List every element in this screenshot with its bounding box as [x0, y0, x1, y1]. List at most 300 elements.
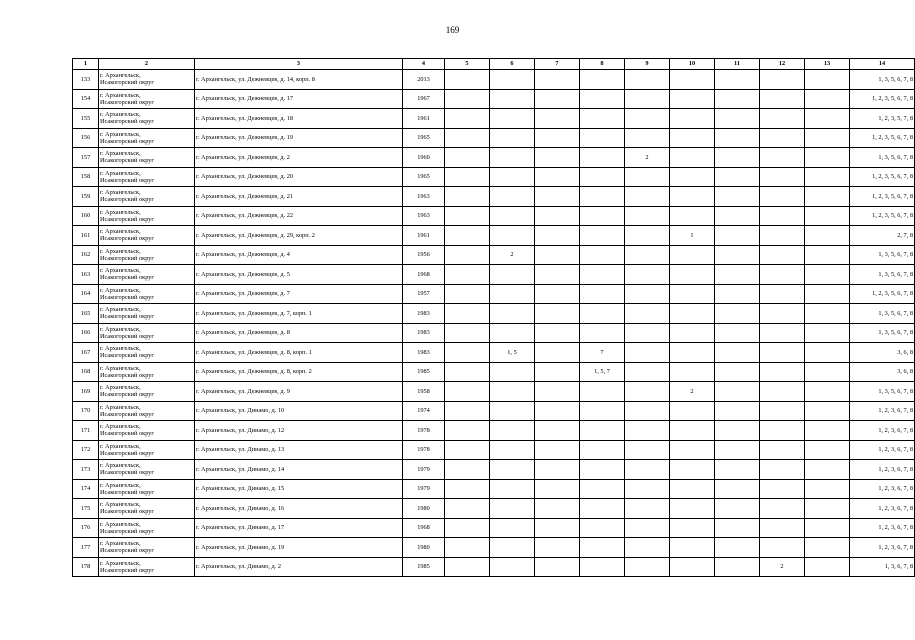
- address-cell: г. Архангельск, ул. Дежневцев, д. 8, корп. 1: [195, 343, 403, 363]
- district-line: г. Архангельск,: [100, 559, 141, 567]
- year-cell: 2013: [403, 70, 445, 90]
- column-6-cell: [490, 362, 535, 382]
- table-row: [73, 245, 915, 265]
- district-line: г. Архангельск,: [100, 267, 141, 275]
- row-number-cell: 156: [73, 128, 99, 148]
- column-5-cell: [445, 479, 490, 499]
- district-line: г. Архангельск,: [100, 130, 141, 138]
- column-14-cell: 1, 3, 5, 6, 7, 8: [850, 323, 915, 343]
- column-6-cell: [490, 148, 535, 168]
- year-cell: 1958: [403, 382, 445, 402]
- district-line: г. Архангельск,: [100, 111, 141, 119]
- column-5-cell: [445, 421, 490, 441]
- row-number-cell: 166: [73, 323, 99, 343]
- column-13-cell: [805, 382, 850, 402]
- column-header-11: 11: [715, 59, 760, 70]
- address-cell: г. Архангельск, ул. Дежневцев, д. 5: [195, 265, 403, 285]
- column-9-cell: [625, 70, 670, 90]
- column-14-cell: 1, 2, 3, 5, 6, 7, 8: [850, 206, 915, 226]
- column-9-cell: [625, 206, 670, 226]
- district-cell: [99, 206, 195, 226]
- district-cell: [99, 401, 195, 421]
- column-14-cell: 1, 2, 3, 6, 7, 8: [850, 479, 915, 499]
- column-10-cell: [670, 460, 715, 480]
- column-12-cell: [760, 323, 805, 343]
- column-14-cell: 2, 7, 8: [850, 226, 915, 246]
- row-number-cell: 164: [73, 284, 99, 304]
- column-9-cell: 2: [625, 148, 670, 168]
- column-9-cell: [625, 343, 670, 363]
- column-8-cell: [580, 245, 625, 265]
- year-cell: 1968: [403, 265, 445, 285]
- district-cell: [99, 70, 195, 90]
- column-12-cell: [760, 460, 805, 480]
- year-cell: 1978: [403, 421, 445, 441]
- district-line: Исакогорский округ: [100, 313, 154, 321]
- address-cell: г. Архангельск, ул. Дежневцев, д. 8, корп. 2: [195, 362, 403, 382]
- column-8-cell: [580, 226, 625, 246]
- column-5-cell: [445, 245, 490, 265]
- column-11-cell: [715, 343, 760, 363]
- year-cell: 1985: [403, 362, 445, 382]
- column-header-2: 2: [99, 59, 195, 70]
- year-cell: 1960: [403, 148, 445, 168]
- district-line: Исакогорский округ: [100, 157, 154, 165]
- column-10-cell: 1: [670, 226, 715, 246]
- column-10-cell: [670, 323, 715, 343]
- district-line: г. Архангельск,: [100, 208, 141, 216]
- row-number-cell: 177: [73, 538, 99, 558]
- address-cell: г. Архангельск, ул. Дежневцев, д. 20: [195, 167, 403, 187]
- table-row: [73, 89, 915, 109]
- column-5-cell: [445, 382, 490, 402]
- column-14-cell: 1, 3, 5, 6, 7, 8: [850, 265, 915, 285]
- district-line: г. Архангельск,: [100, 306, 141, 314]
- column-14-cell: 1, 2, 3, 6, 7, 8: [850, 538, 915, 558]
- column-14-cell: 1, 2, 3, 5, 7, 8: [850, 109, 915, 129]
- column-14-cell: 1, 2, 3, 5, 6, 7, 8: [850, 167, 915, 187]
- column-11-cell: [715, 557, 760, 577]
- column-5-cell: [445, 206, 490, 226]
- column-8-cell: 1, 5, 7: [580, 362, 625, 382]
- column-13-cell: [805, 518, 850, 538]
- column-9-cell: [625, 304, 670, 324]
- column-13-cell: [805, 284, 850, 304]
- column-7-cell: [535, 421, 580, 441]
- column-12-cell: [760, 518, 805, 538]
- column-5-cell: [445, 89, 490, 109]
- district-line: г. Архангельск,: [100, 247, 141, 255]
- address-cell: г. Архангельск, ул. Динамо, д. 19: [195, 538, 403, 558]
- row-number-cell: 174: [73, 479, 99, 499]
- column-5-cell: [445, 362, 490, 382]
- district-line: Исакогорский округ: [100, 508, 154, 516]
- column-7-cell: [535, 284, 580, 304]
- column-8-cell: [580, 265, 625, 285]
- year-cell: 1983: [403, 323, 445, 343]
- district-line: Исакогорский округ: [100, 371, 154, 379]
- address-cell: г. Архангельск, ул. Дежневцев, д. 17: [195, 89, 403, 109]
- column-6-cell: [490, 70, 535, 90]
- column-14-cell: 3, 6, 8: [850, 343, 915, 363]
- address-cell: г. Архангельск, ул. Дежневцев, д. 7: [195, 284, 403, 304]
- column-5-cell: [445, 518, 490, 538]
- column-11-cell: [715, 89, 760, 109]
- district-line: Исакогорский округ: [100, 469, 154, 477]
- district-cell: [99, 128, 195, 148]
- column-8-cell: [580, 401, 625, 421]
- column-9-cell: [625, 479, 670, 499]
- column-5-cell: [445, 538, 490, 558]
- column-14-cell: 1, 2, 3, 6, 7, 8: [850, 460, 915, 480]
- column-6-cell: [490, 421, 535, 441]
- row-number-cell: 172: [73, 440, 99, 460]
- column-10-cell: [670, 518, 715, 538]
- table-row: [73, 226, 915, 246]
- column-9-cell: [625, 284, 670, 304]
- year-cell: 1985: [403, 557, 445, 577]
- column-11-cell: [715, 421, 760, 441]
- district-cell: [99, 187, 195, 207]
- year-cell: 1980: [403, 538, 445, 558]
- column-5-cell: [445, 304, 490, 324]
- district-cell: [99, 557, 195, 577]
- column-11-cell: [715, 479, 760, 499]
- district-cell: [99, 167, 195, 187]
- district-cell: [99, 479, 195, 499]
- table-row: [73, 265, 915, 285]
- column-12-cell: [760, 89, 805, 109]
- column-header-10: 10: [670, 59, 715, 70]
- column-10-cell: [670, 109, 715, 129]
- column-7-cell: [535, 206, 580, 226]
- district-cell: [99, 382, 195, 402]
- district-line: Исакогорский округ: [100, 118, 154, 126]
- row-number-cell: 158: [73, 167, 99, 187]
- column-5-cell: [445, 323, 490, 343]
- column-12-cell: [760, 148, 805, 168]
- column-11-cell: [715, 362, 760, 382]
- column-6-cell: [490, 479, 535, 499]
- year-cell: 1983: [403, 304, 445, 324]
- row-number-cell: 159: [73, 187, 99, 207]
- column-13-cell: [805, 421, 850, 441]
- column-7-cell: [535, 128, 580, 148]
- district-line: Исакогорский округ: [100, 176, 154, 184]
- table-row: [73, 148, 915, 168]
- column-8-cell: [580, 304, 625, 324]
- row-number-cell: 133: [73, 70, 99, 90]
- address-cell: г. Архангельск, ул. Дежневцев, д. 8: [195, 323, 403, 343]
- column-9-cell: [625, 401, 670, 421]
- column-7-cell: [535, 109, 580, 129]
- address-cell: г. Архангельск, ул. Динамо, д. 10: [195, 401, 403, 421]
- column-12-cell: [760, 382, 805, 402]
- column-8-cell: [580, 167, 625, 187]
- column-12-cell: [760, 479, 805, 499]
- column-7-cell: [535, 70, 580, 90]
- column-7-cell: [535, 479, 580, 499]
- column-10-cell: [670, 557, 715, 577]
- column-13-cell: [805, 343, 850, 363]
- column-header-6: 6: [490, 59, 535, 70]
- column-13-cell: [805, 479, 850, 499]
- column-9-cell: [625, 440, 670, 460]
- column-9-cell: [625, 557, 670, 577]
- year-cell: 1968: [403, 518, 445, 538]
- column-13-cell: [805, 206, 850, 226]
- address-cell: г. Архангельск, ул. Динамо, д. 15: [195, 479, 403, 499]
- column-11-cell: [715, 382, 760, 402]
- column-11-cell: [715, 538, 760, 558]
- column-12-cell: [760, 109, 805, 129]
- column-11-cell: [715, 70, 760, 90]
- column-13-cell: [805, 362, 850, 382]
- row-number-cell: 154: [73, 89, 99, 109]
- district-cell: [99, 89, 195, 109]
- year-cell: 1963: [403, 206, 445, 226]
- row-number-cell: 168: [73, 362, 99, 382]
- column-5-cell: [445, 557, 490, 577]
- column-14-cell: 1, 2, 3, 6, 7, 8: [850, 401, 915, 421]
- district-line: г. Архангельск,: [100, 91, 141, 99]
- table-row: [73, 343, 915, 363]
- column-7-cell: [535, 167, 580, 187]
- district-cell: [99, 265, 195, 285]
- column-6-cell: [490, 557, 535, 577]
- column-13-cell: [805, 460, 850, 480]
- district-line: г. Архангельск,: [100, 286, 141, 294]
- address-cell: г. Архангельск, ул. Динамо, д. 2: [195, 557, 403, 577]
- address-cell: г. Архангельск, ул. Дежневцев, д. 14, корп. 8: [195, 70, 403, 90]
- column-13-cell: [805, 557, 850, 577]
- column-11-cell: [715, 167, 760, 187]
- column-6-cell: [490, 206, 535, 226]
- column-11-cell: [715, 109, 760, 129]
- row-number-cell: 163: [73, 265, 99, 285]
- column-7-cell: [535, 323, 580, 343]
- district-line: Исакогорский округ: [100, 449, 154, 457]
- column-13-cell: [805, 401, 850, 421]
- column-10-cell: [670, 362, 715, 382]
- district-cell: [99, 499, 195, 519]
- row-number-cell: 169: [73, 382, 99, 402]
- column-8-cell: [580, 421, 625, 441]
- column-13-cell: [805, 226, 850, 246]
- column-10-cell: [670, 304, 715, 324]
- district-line: г. Архангельск,: [100, 228, 141, 236]
- address-cell: г. Архангельск, ул. Динамо, д. 17: [195, 518, 403, 538]
- district-line: Исакогорский округ: [100, 215, 154, 223]
- column-6-cell: [490, 128, 535, 148]
- table-row: [73, 128, 915, 148]
- column-6-cell: [490, 460, 535, 480]
- column-5-cell: [445, 226, 490, 246]
- column-11-cell: [715, 265, 760, 285]
- table-row: [73, 518, 915, 538]
- column-7-cell: [535, 460, 580, 480]
- column-7-cell: [535, 401, 580, 421]
- column-7-cell: [535, 499, 580, 519]
- column-7-cell: [535, 148, 580, 168]
- page-number: 169: [445, 25, 460, 35]
- column-14-cell: 1, 3, 5, 6, 7, 8: [850, 148, 915, 168]
- column-14-cell: 1, 3, 5, 6, 7, 8: [850, 382, 915, 402]
- row-number-cell: 157: [73, 148, 99, 168]
- district-line: г. Архангельск,: [100, 189, 141, 197]
- column-14-cell: 1, 2, 3, 5, 6, 7, 8: [850, 128, 915, 148]
- address-cell: г. Архангельск, ул. Дежневцев, д. 22: [195, 206, 403, 226]
- column-11-cell: [715, 323, 760, 343]
- column-10-cell: 2: [670, 382, 715, 402]
- column-6-cell: [490, 499, 535, 519]
- district-line: г. Архангельск,: [100, 384, 141, 392]
- row-number-cell: 162: [73, 245, 99, 265]
- district-cell: [99, 362, 195, 382]
- column-6-cell: [490, 304, 535, 324]
- row-number-cell: 176: [73, 518, 99, 538]
- address-cell: г. Архангельск, ул. Дежневцев, д. 29, корп. 2: [195, 226, 403, 246]
- column-13-cell: [805, 538, 850, 558]
- column-12-cell: [760, 265, 805, 285]
- district-line: Исакогорский округ: [100, 293, 154, 301]
- column-7-cell: [535, 187, 580, 207]
- column-11-cell: [715, 440, 760, 460]
- column-header-13: 13: [805, 59, 850, 70]
- column-13-cell: [805, 167, 850, 187]
- column-13-cell: [805, 128, 850, 148]
- column-10-cell: [670, 187, 715, 207]
- column-10-cell: [670, 499, 715, 519]
- district-line: г. Архангельск,: [100, 364, 141, 372]
- column-12-cell: [760, 362, 805, 382]
- district-cell: [99, 421, 195, 441]
- column-14-cell: 3, 6, 8: [850, 362, 915, 382]
- column-6-cell: [490, 226, 535, 246]
- column-8-cell: [580, 518, 625, 538]
- column-8-cell: [580, 460, 625, 480]
- column-9-cell: [625, 245, 670, 265]
- address-cell: г. Архангельск, ул. Дежневцев, д. 2: [195, 148, 403, 168]
- column-8-cell: [580, 89, 625, 109]
- column-header-9: 9: [625, 59, 670, 70]
- column-10-cell: [670, 421, 715, 441]
- table-row: [73, 187, 915, 207]
- year-cell: 1961: [403, 109, 445, 129]
- column-12-cell: [760, 401, 805, 421]
- column-9-cell: [625, 518, 670, 538]
- table-row: [73, 167, 915, 187]
- district-line: Исакогорский округ: [100, 137, 154, 145]
- year-cell: 1967: [403, 89, 445, 109]
- district-line: г. Архангельск,: [100, 150, 141, 158]
- column-14-cell: 1, 2, 3, 5, 6, 7, 8: [850, 89, 915, 109]
- column-9-cell: [625, 167, 670, 187]
- address-cell: г. Архангельск, ул. Динамо, д. 16: [195, 499, 403, 519]
- column-13-cell: [805, 265, 850, 285]
- column-5-cell: [445, 265, 490, 285]
- year-cell: 1983: [403, 343, 445, 363]
- district-line: Исакогорский округ: [100, 391, 154, 399]
- year-cell: 1957: [403, 284, 445, 304]
- column-9-cell: [625, 226, 670, 246]
- column-5-cell: [445, 109, 490, 129]
- column-11-cell: [715, 284, 760, 304]
- column-5-cell: [445, 187, 490, 207]
- column-10-cell: [670, 538, 715, 558]
- district-cell: [99, 323, 195, 343]
- row-number-cell: 173: [73, 460, 99, 480]
- column-11-cell: [715, 187, 760, 207]
- year-cell: 1980: [403, 499, 445, 519]
- column-13-cell: [805, 187, 850, 207]
- column-9-cell: [625, 499, 670, 519]
- year-cell: 1963: [403, 187, 445, 207]
- column-14-cell: 1, 2, 3, 6, 7, 8: [850, 518, 915, 538]
- column-12-cell: [760, 128, 805, 148]
- column-14-cell: 1, 3, 5, 6, 7, 8: [850, 304, 915, 324]
- column-10-cell: [670, 70, 715, 90]
- column-11-cell: [715, 226, 760, 246]
- column-9-cell: [625, 362, 670, 382]
- column-7-cell: [535, 265, 580, 285]
- column-8-cell: [580, 109, 625, 129]
- district-cell: [99, 109, 195, 129]
- district-line: Исакогорский округ: [100, 196, 154, 204]
- column-10-cell: [670, 343, 715, 363]
- column-5-cell: [445, 148, 490, 168]
- column-11-cell: [715, 518, 760, 538]
- row-number-cell: 160: [73, 206, 99, 226]
- column-header-1: 1: [73, 59, 99, 70]
- column-14-cell: 1, 2, 3, 6, 7, 8: [850, 499, 915, 519]
- column-6-cell: [490, 89, 535, 109]
- column-10-cell: [670, 128, 715, 148]
- column-11-cell: [715, 245, 760, 265]
- district-line: г. Архангельск,: [100, 325, 141, 333]
- row-number-cell: 155: [73, 109, 99, 129]
- row-number-cell: 161: [73, 226, 99, 246]
- year-cell: 1979: [403, 479, 445, 499]
- column-6-cell: [490, 284, 535, 304]
- column-5-cell: [445, 167, 490, 187]
- district-line: г. Архангельск,: [100, 72, 141, 80]
- table-row: [73, 382, 915, 402]
- table-row: [73, 401, 915, 421]
- column-header-12: 12: [760, 59, 805, 70]
- district-cell: [99, 440, 195, 460]
- district-cell: [99, 245, 195, 265]
- district-cell: [99, 538, 195, 558]
- row-number-cell: 165: [73, 304, 99, 324]
- table-row: [73, 304, 915, 324]
- column-9-cell: [625, 460, 670, 480]
- column-9-cell: [625, 382, 670, 402]
- column-12-cell: [760, 167, 805, 187]
- district-line: Исакогорский округ: [100, 410, 154, 418]
- district-cell: [99, 284, 195, 304]
- district-line: Исакогорский округ: [100, 527, 154, 535]
- column-9-cell: [625, 89, 670, 109]
- district-line: Исакогорский округ: [100, 235, 154, 243]
- district-line: Исакогорский округ: [100, 254, 154, 262]
- address-cell: г. Архангельск, ул. Дежневцев, д. 4: [195, 245, 403, 265]
- column-9-cell: [625, 109, 670, 129]
- column-13-cell: [805, 245, 850, 265]
- column-12-cell: [760, 538, 805, 558]
- column-12-cell: [760, 206, 805, 226]
- column-8-cell: [580, 70, 625, 90]
